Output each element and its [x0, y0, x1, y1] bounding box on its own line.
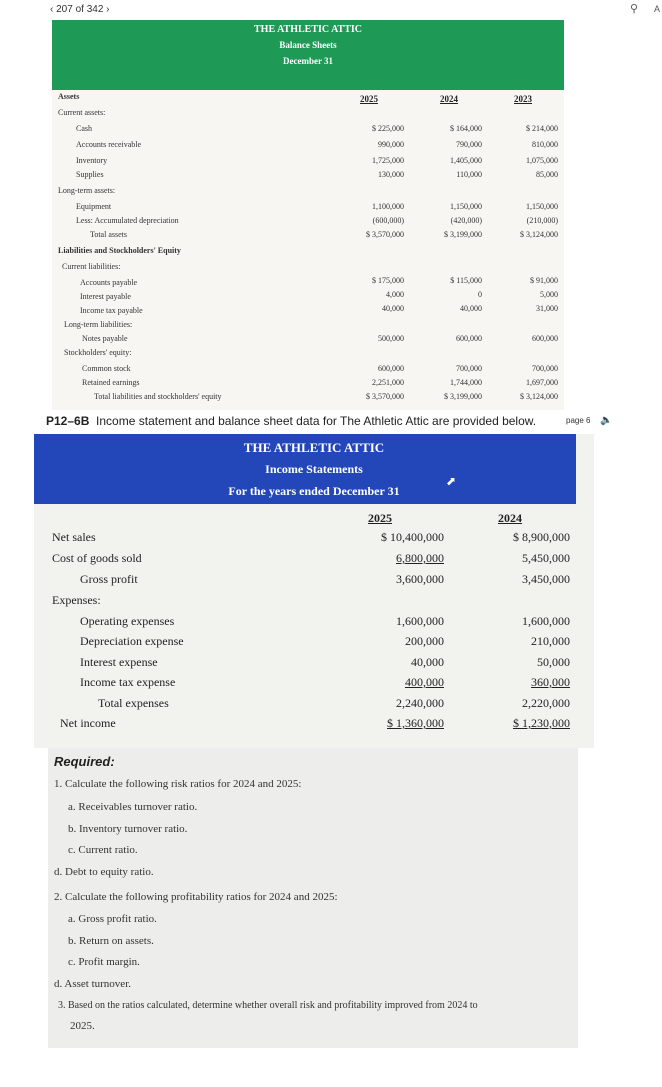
bs-row-label: Common stock [82, 364, 131, 373]
is-row-label: Operating expenses [80, 614, 175, 628]
is-cell: 3,600,000 [396, 572, 444, 586]
bs-cell: $ 175,000 [372, 276, 404, 285]
bs-cell: 1,150,000 [526, 202, 558, 211]
is-row-label: Depreciation expense [80, 634, 184, 648]
bs-row-label: Total assets [90, 230, 127, 239]
bs-row-label: Inventory [76, 156, 108, 165]
cursor-icon: ⬈ [446, 474, 457, 488]
bs-cell: $ 3,570,000 [366, 392, 404, 401]
is-cell: 5,450,000 [522, 551, 570, 565]
bs-cell: $ 91,000 [530, 276, 558, 285]
bs-row-label: Liabilities and Stockholders' Equity [58, 246, 181, 255]
top-bar [0, 0, 662, 20]
income-statement-header [34, 434, 576, 504]
bs-cell: $ 164,000 [450, 124, 482, 133]
is-cell: 210,000 [531, 634, 570, 648]
bs-cell: 1,725,000 [372, 156, 404, 165]
bs-row-label: Current assets: [58, 108, 106, 117]
speaker-icon[interactable]: 🔈 [600, 415, 613, 426]
is-cell: $ 1,360,000 [387, 716, 444, 730]
bs-year-2025: 2025 [360, 94, 378, 104]
is-row-label: Total expenses [98, 696, 169, 710]
bs-cell: 600,000 [378, 364, 404, 373]
bs-year-2024: 2024 [440, 94, 458, 104]
bs-cell: (210,000) [526, 216, 558, 225]
bs-row-label: Accounts payable [80, 278, 138, 287]
search-icon[interactable]: ⚲ [629, 3, 638, 15]
page-tag[interactable]: page 6 [566, 416, 591, 425]
problem-id: P12–6B [46, 414, 90, 428]
problem-title [46, 414, 566, 428]
bs-cell: 4,000 [386, 290, 404, 299]
is-cell: $ 10,400,000 [381, 530, 444, 544]
is-year-2025: 2025 [368, 511, 392, 525]
is-cell: 360,000 [531, 675, 570, 689]
question-2a: a. Gross profit ratio. [68, 913, 157, 925]
question-2b: b. Return on assets. [68, 935, 154, 947]
question-3-line1: 3. Based on the ratios calculated, determine whether overall risk and profitability improved from 2024 to [58, 1000, 478, 1011]
balance-sheet-title: Balance Sheets [279, 40, 337, 50]
bs-row-label: Long-term assets: [58, 186, 116, 195]
bs-cell: 1,697,000 [526, 378, 558, 387]
bs-cell: $ 115,000 [450, 276, 482, 285]
bs-cell: $ 225,000 [372, 124, 404, 133]
bs-row-label: Current liabilities: [62, 262, 121, 271]
balance-sheet-company: THE ATHLETIC ATTIC [254, 24, 362, 35]
bs-cell: 40,000 [382, 304, 404, 313]
bs-year-2023: 2023 [514, 94, 532, 104]
balance-sheet-date: December 31 [282, 56, 334, 66]
is-cell: 2,240,000 [396, 696, 444, 710]
question-1: 1. Calculate the following risk ratios for 2024 and 2025: [54, 778, 302, 790]
bs-row-label: Total liabilities and stockholders' equity [94, 392, 222, 401]
question-2: 2. Calculate the following profitability ratios for 2024 and 2025: [54, 891, 338, 903]
bs-cell: 500,000 [378, 334, 404, 343]
bs-cell: 700,000 [456, 364, 482, 373]
is-cell: 6,800,000 [396, 551, 444, 565]
is-row-label: Cost of goods sold [52, 551, 142, 565]
is-cell: 2,220,000 [522, 696, 570, 710]
bs-row-label: Accounts receivable [76, 140, 142, 149]
bs-cell: 600,000 [456, 334, 482, 343]
is-row-label: Gross profit [80, 572, 138, 586]
question-1c: c. Current ratio. [68, 844, 138, 856]
income-statement-period: For the years ended December 31 [228, 484, 400, 498]
chevron-right-icon[interactable]: › [106, 4, 110, 15]
is-cell: 50,000 [537, 655, 570, 669]
income-statement-company: THE ATHLETIC ATTIC [243, 440, 385, 455]
is-cell: 1,600,000 [522, 614, 570, 628]
question-2c: c. Profit margin. [68, 956, 140, 968]
bs-cell: 40,000 [460, 304, 482, 313]
bs-cell: 790,000 [456, 140, 482, 149]
page-navigator [50, 4, 110, 15]
is-cell: 1,600,000 [396, 614, 444, 628]
question-2d: d. Asset turnover. [54, 978, 131, 990]
bs-cell: $ 3,124,000 [520, 392, 558, 401]
is-cell: 400,000 [405, 675, 444, 689]
bs-row-label: Equipment [76, 202, 112, 211]
bs-cell: 0 [478, 290, 482, 299]
is-row-label: Income tax expense [80, 675, 176, 689]
balance-sheet-header [52, 20, 564, 90]
page-counter: 207 of 342 [56, 4, 104, 15]
required-heading: Required: [54, 754, 115, 769]
bs-cell: 600,000 [532, 334, 558, 343]
problem-text: Income statement and balance sheet data for The Athletic Attic are provided below. [96, 414, 537, 428]
bs-cell: $ 3,199,000 [444, 392, 482, 401]
bs-cell: 110,000 [456, 170, 482, 179]
bs-row-label: Retained earnings [82, 378, 140, 387]
bs-row-label: Notes payable [82, 334, 128, 343]
bs-row-label: Cash [76, 124, 92, 133]
income-statement-title: Income Statements [265, 462, 363, 476]
is-row-label: Expenses: [52, 593, 101, 607]
bs-row-label: Interest payable [80, 292, 131, 301]
bs-cell: (420,000) [450, 216, 482, 225]
is-cell: $ 8,900,000 [513, 530, 570, 544]
bs-cell: 810,000 [532, 140, 558, 149]
bs-cell: 5,000 [540, 290, 558, 299]
bs-row-label: Stockholders' equity: [64, 348, 132, 357]
bs-cell: 1,100,000 [372, 202, 404, 211]
bs-cell: $ 214,000 [526, 124, 558, 133]
bs-row-label: Assets [58, 92, 80, 101]
bs-cell: $ 3,199,000 [444, 230, 482, 239]
is-cell: 40,000 [411, 655, 444, 669]
question-1d: d. Debt to equity ratio. [54, 866, 154, 878]
question-1b: b. Inventory turnover ratio. [68, 823, 188, 835]
income-statement-image [34, 434, 594, 748]
balance-sheet-image [52, 20, 564, 410]
bs-cell: 130,000 [378, 170, 404, 179]
question-1a: a. Receivables turnover ratio. [68, 801, 198, 813]
bs-cell: 2,251,000 [372, 378, 404, 387]
bs-cell: 990,000 [378, 140, 404, 149]
is-cell: $ 1,230,000 [513, 716, 570, 730]
bs-row-label: Income tax payable [80, 306, 143, 315]
bs-cell: 700,000 [532, 364, 558, 373]
is-row-label: Net sales [52, 530, 96, 544]
question-3-line2: 2025. [70, 1020, 95, 1032]
bs-cell: 1,744,000 [450, 378, 482, 387]
is-cell: 3,450,000 [522, 572, 570, 586]
chevron-left-icon[interactable]: ‹ [50, 4, 54, 15]
bs-row-label: Long-term liabilities: [64, 320, 133, 329]
is-row-label: Interest expense [80, 655, 158, 669]
text-size-icon[interactable]: A [653, 4, 660, 14]
bs-row-label: Less: Accumulated depreciation [76, 216, 179, 225]
bs-cell: $ 3,570,000 [366, 230, 404, 239]
bs-cell: 1,150,000 [450, 202, 482, 211]
bs-cell: 31,000 [536, 304, 558, 313]
bs-cell: $ 3,124,000 [520, 230, 558, 239]
bs-cell: 85,000 [536, 170, 558, 179]
is-cell: 200,000 [405, 634, 444, 648]
is-row-label: Net income [60, 716, 116, 730]
bs-cell: 1,405,000 [450, 156, 482, 165]
required-section [48, 748, 578, 1048]
is-year-2024: 2024 [498, 511, 522, 525]
bs-cell: (600,000) [372, 216, 404, 225]
bs-cell: 1,075,000 [526, 156, 558, 165]
bs-row-label: Supplies [76, 170, 104, 179]
